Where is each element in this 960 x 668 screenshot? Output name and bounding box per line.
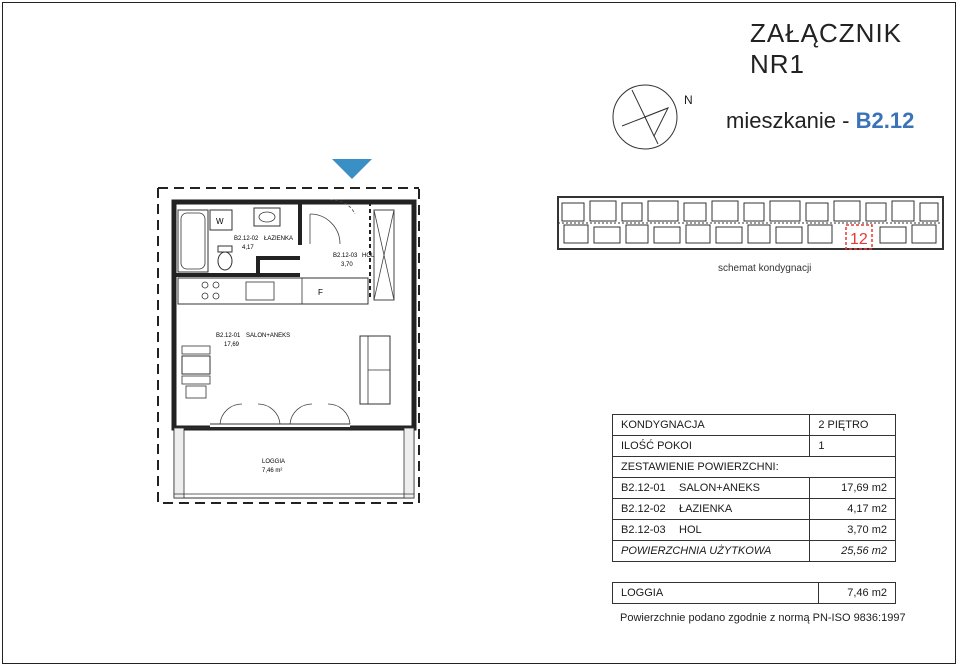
table-row — [613, 478, 896, 499]
room-name: SALON+ANEKS — [671, 478, 810, 499]
loggia-value: 7,46 m2 — [819, 583, 896, 604]
room-code: B2.12-01 — [613, 478, 672, 499]
fridge-label: F — [318, 288, 323, 297]
room-name: HOL — [671, 520, 810, 541]
toilet-icon — [218, 246, 232, 252]
room-code-bathroom: B2.12-02 — [234, 236, 259, 242]
table-row — [613, 457, 896, 478]
apartment-prefix: mieszkanie - — [726, 108, 850, 133]
table-row — [613, 415, 896, 436]
room-code: B2.12-02 — [613, 499, 672, 520]
apartment-code: B2.12 — [855, 108, 915, 133]
room-name: ŁAZIENKA — [671, 499, 810, 520]
room-name-bathroom: ŁAZIENKA — [264, 236, 294, 242]
room-code-hall: B2.12-03 — [333, 253, 358, 259]
apartment-walls — [174, 202, 414, 428]
rooms-count-label: ILOŚĆ POKOI — [613, 436, 810, 457]
room-area: 3,70 m2 — [810, 520, 896, 541]
page-frame — [2, 2, 956, 664]
apartment-marker-label: 12 — [850, 231, 868, 248]
entrance-arrow-icon — [332, 159, 372, 179]
apartment-label — [726, 108, 914, 134]
table-row — [613, 499, 896, 520]
floor-value: 2 PIĘTRO — [810, 415, 896, 436]
room-area: 4,17 m2 — [810, 499, 896, 520]
room-area-salon: 17,69 — [224, 342, 240, 348]
room-name-hall: HOL — [362, 253, 375, 259]
loggia-area — [174, 428, 414, 498]
dining-table-icon — [182, 356, 210, 374]
compass-icon — [610, 82, 680, 152]
loggia-area-label: 7,46 m² — [262, 468, 283, 474]
kitchen-sink-icon — [246, 282, 274, 300]
bathtub-icon — [178, 210, 208, 272]
room-area: 17,69 m2 — [810, 478, 896, 499]
sink-icon — [254, 208, 280, 226]
table-row — [613, 583, 896, 604]
footnote: Powierzchnie podano zgodnie z normą PN-ISO 9836:1997 — [620, 612, 906, 624]
rooms-count-value: 1 — [810, 436, 896, 457]
page-title: ZAŁĄCZNIK NR1 — [750, 18, 903, 79]
room-code-salon: B2.12-01 — [216, 333, 241, 339]
room-area-bathroom: 4,17 — [242, 245, 254, 251]
table-row — [613, 541, 896, 562]
north-label: N — [684, 93, 693, 107]
floor-label: KONDYGNACJA — [613, 415, 810, 436]
loggia-label: LOGGIA — [613, 583, 819, 604]
cooktop-icon — [202, 282, 208, 288]
room-code: B2.12-03 — [613, 520, 672, 541]
floor-schema — [550, 185, 950, 260]
floor-plan — [150, 150, 430, 515]
table-row — [613, 436, 896, 457]
loggia-label: LOGGIA — [262, 459, 286, 465]
room-name-salon: SALON+ANEKS — [246, 333, 291, 339]
total-label: POWIERZCHNIA UŻYTKOWA — [613, 541, 810, 562]
total-value: 25,56 m2 — [810, 541, 896, 562]
section-header: ZESTAWIENIE POWIERZCHNI: — [613, 457, 896, 478]
loggia-table — [612, 582, 896, 604]
room-area-hall: 3,70 — [341, 262, 353, 268]
washer-label: W — [216, 217, 224, 226]
table-row — [613, 520, 896, 541]
area-table — [612, 414, 896, 562]
schema-caption: schemat kondygnacji — [718, 263, 812, 274]
